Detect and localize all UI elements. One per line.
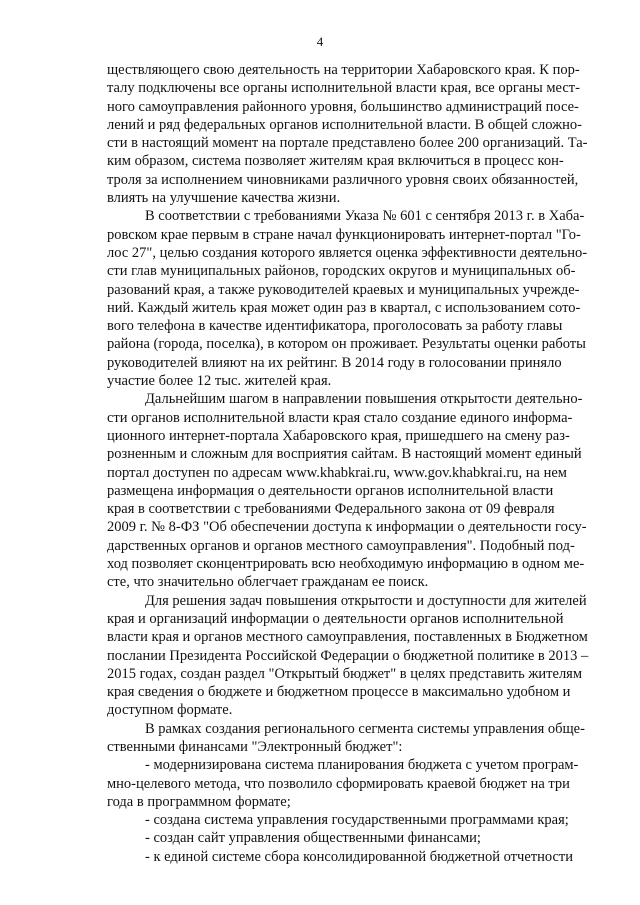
text-line: дарственных органов и органов местного самоуправления". Подобный под- (107, 537, 575, 554)
text-line: талу подключены все органы исполнительной власти края, все органы мест- (107, 80, 580, 97)
text-line: ровском крае первым в стране начал функционировать интернет-портал "Го- (107, 226, 581, 243)
page-number: 4 (316, 34, 324, 49)
text-line: руководителей влияют на их рейтинг. В 2014 году в голосовании приняло (107, 354, 562, 371)
text-line: ственными финансами "Электронный бюджет": (107, 738, 403, 755)
text-line: лений и ряд федеральных органов исполнительной власти. В общей сложно- (107, 116, 582, 133)
text-line: портал доступен по адресам www.khabkrai.ru, www.gov.khabkrai.ru, на нем (107, 464, 567, 481)
text-line: В соответствии с требованиями Указа № 601 с сентября 2013 г. в Хаба- (145, 208, 585, 225)
document-body (107, 61, 589, 866)
text-line: власти края и органов местного самоуправления, поставленных в Бюджетном (107, 629, 588, 646)
text-line: В рамках создания регионального сегмента системы управления обще- (145, 720, 585, 737)
text-line: Для решения задач повышения открытости и доступности для жителей (145, 592, 587, 609)
text-line: 2015 годах, создан раздел "Открытый бюджет" в целях представить жителям (107, 665, 583, 682)
text-line: ществляющего свою деятельность на территории Хабаровского края. К пор- (107, 62, 580, 78)
text-line: мно-целевого метода, что позволило сформировать краевой бюджет на три (107, 775, 570, 792)
text-line: сте, что значительно облегчает гражданам ее поиск. (107, 574, 429, 591)
text-line: - к единой системе сбора консолидированной бюджетной отчетности (145, 848, 573, 865)
text-line: влиять на улучшение качества жизни. (107, 190, 341, 207)
text-line: района (города, поселка), в котором он проживает. Результаты оценки работы (107, 336, 586, 353)
text-line: ким образом, система позволяет жителям края включиться в процесс кон- (107, 153, 564, 170)
text-line: лос 27", целью создания которого является оценка эффективности деятельно- (107, 244, 588, 261)
text-line: ционного интернет-портала Хабаровского края, пришедшего на смену раз- (107, 427, 570, 444)
text-line: ний. Каждый житель края может один раз в квартал, с использованием сото- (107, 299, 581, 316)
text-line: послании Президента Российской Федерации о бюджетной политике в 2013 – (107, 647, 589, 664)
text-line: Дальнейшим шагом в направлении повышения открытости деятельно- (145, 391, 583, 408)
text-line: ного самоуправления районного уровня, большинство администраций посе- (107, 98, 579, 115)
text-line: - модернизирована система планирования бюджета с учетом програм- (145, 757, 579, 774)
text-line: участие более 12 тыс. жителей края. (107, 373, 332, 390)
text-line: троля за исполнением чиновниками различного уровня своих обязанностей, (107, 171, 579, 188)
text-line: - создана система управления государственными программами края; (145, 812, 569, 829)
text-line: ход позволяет сконцентрировать всю необходимую информацию в одном ме- (107, 556, 585, 573)
text-line: сти органов исполнительной власти края стало создание единого информа- (107, 409, 573, 426)
text-line: розненным и сложным для восприятия сайтам. В настоящий момент единый (107, 446, 582, 463)
text-line: 2009 г. № 8-ФЗ "Об обеспечении доступа к информации о деятельности госу- (107, 519, 587, 536)
text-line: края в соответствии с требованиями Федерального закона от 09 февраля (107, 501, 555, 518)
text-line: сти глав муниципальных районов, городских округов и муниципальных об- (107, 263, 576, 280)
text-line: - создан сайт управления общественными финансами; (145, 830, 481, 847)
text-line: года в программном формате; (107, 793, 291, 810)
text-line: разований края, а также руководителей краевых и муниципальных учрежде- (107, 281, 580, 298)
text-line: размещена информация о деятельности органов исполнительной власти (107, 482, 554, 499)
text-line: края и организаций информации о деятельности органов исполнительной (107, 610, 564, 627)
text-line: сти в настоящий момент на портале представлено более 200 организаций. Та- (107, 135, 588, 152)
text-line: доступном формате. (107, 702, 233, 719)
text-line: вого телефона в качестве идентификатора, проголосовать за работу главы (107, 318, 563, 335)
text-line: края сведения о бюджете и бюджетном процессе в максимально удобном и (107, 684, 571, 701)
